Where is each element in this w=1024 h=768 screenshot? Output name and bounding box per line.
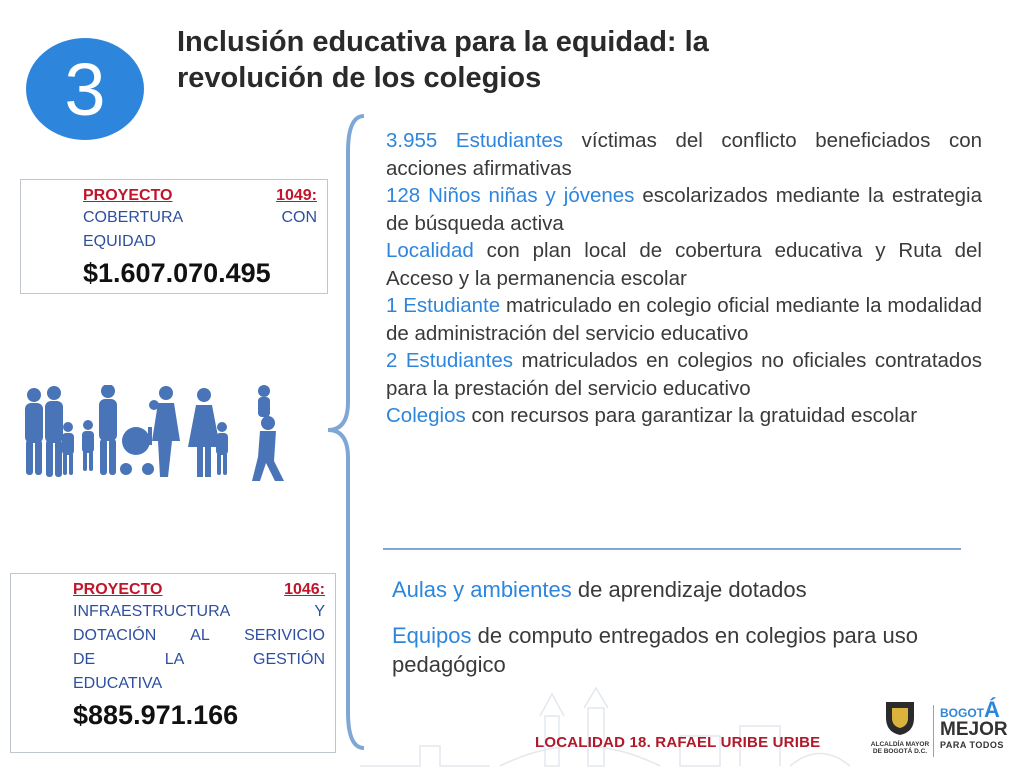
project-amount: $1.607.070.495 [83,258,271,288]
alcaldia-logo [870,700,930,764]
list-item [386,127,982,182]
highlight-text: 128 Niños niñas y jóvenes [386,184,635,207]
project-name-line: INFRAESTRUCTURA Y [73,603,325,620]
results-list [386,127,982,430]
item-text: escolarizados mediante la estrategia de búsqueda activa [386,184,982,235]
brace-icon [320,112,370,752]
shield-icon [884,700,916,736]
section-number: 3 [64,47,106,131]
bogota-accent: Á [984,697,1000,722]
section-divider [383,548,961,550]
family-people-icon [16,385,316,495]
footer-locality-label: LOCALIDAD 18. RAFAEL URIBE URIBE [535,734,821,751]
project-code: 1049: [276,187,317,204]
item-text: de computo entregados en colegios para uso pedagógico [392,623,918,677]
project-label: PROYECTO [73,581,163,598]
project-name-line: DOTACIÓN AL SERIVICIO [73,627,325,644]
item-text: víctimas del conflicto beneficiados con acciones afirmativas [386,129,982,180]
highlight-text: Localidad [386,239,474,262]
bogota-wordmark [940,697,1020,722]
title-line-1: Inclusión educativa para la equidad: la [177,26,709,58]
project-1046-header [73,580,325,600]
alcaldia-line-2: DE BOGOTÁ D.C. [872,748,928,755]
city-skyline-icon [360,686,860,768]
title-line-2: revolución de los colegios [177,62,542,94]
item-text: con plan local de cobertura educativa y Ruta del Acceso y la permanencia escolar [386,239,982,290]
list-item [392,621,992,679]
project-amount: $885.971.166 [73,700,239,730]
project-name-line: EQUIDAD [83,233,156,250]
alcaldia-line-1: ALCALDÍA MAYOR [870,741,930,748]
page-title [177,24,877,96]
list-item [392,575,992,604]
bogota-line-2: MEJOR [940,719,1008,740]
highlight-text: 2 Estudiantes [386,349,513,372]
project-1049-box [20,179,328,294]
project-name-line: EDUCATIVA [73,675,163,692]
project-1049-header [83,186,317,206]
list-item [386,182,982,237]
project-name-line: COBERTURA CON [83,209,317,226]
bogota-prefix: BOGOT [940,706,984,720]
highlight-text: Aulas y ambientes [392,577,572,602]
section-number-badge [26,38,144,140]
list-item [386,237,982,292]
item-text: matriculado en colegio oficial mediante la modalidad de administración del servicio educativo [386,294,982,345]
bogota-line-3: PARA TODOS [940,740,1004,750]
project-name-line: DE LA GESTIÓN [73,651,325,668]
bogota-mejor-logo [940,697,1020,750]
item-text: con recursos para garantizar la gratuidad escolar [465,404,918,427]
item-text: de aprendizaje dotados [571,577,807,602]
infrastructure-results [392,575,992,696]
project-1046-box [10,573,336,753]
highlight-text: 3.955 Estudiantes [386,129,564,152]
logo-separator [933,705,934,757]
item-text: matriculados en colegios no oficiales contratados para la prestación del servicio educativo [386,349,982,400]
highlight-text: 1 Estudiante [386,294,501,317]
highlight-text: Colegios [386,404,466,427]
project-label: PROYECTO [83,187,173,204]
list-item [386,402,982,430]
project-code: 1046: [284,581,325,598]
highlight-text: Equipos [392,623,472,648]
list-item [386,347,982,402]
list-item [386,292,982,347]
